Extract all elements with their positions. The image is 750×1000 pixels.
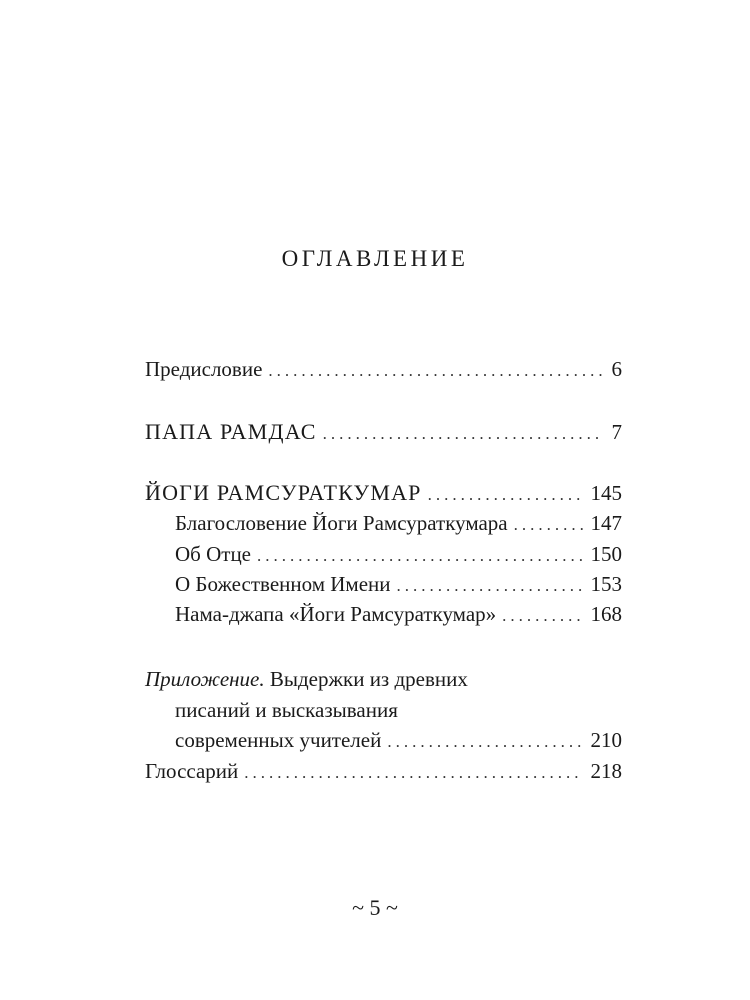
appendix-title-part3: современных учителей xyxy=(175,728,382,752)
toc-label: Благословение Йоги Рамсураткумара xyxy=(175,511,508,535)
toc-page-number: 218 xyxy=(590,759,622,783)
toc-page-number: 7 xyxy=(611,420,622,444)
toc-entry-papa-ramdas[interactable] xyxy=(145,417,622,449)
appendix-italic-label: Приложение. xyxy=(145,667,265,691)
page-title: ОГЛАВЛЕНИЕ xyxy=(281,246,469,271)
toc-page-number: 6 xyxy=(611,357,622,381)
toc-entry-appendix-line2 xyxy=(175,695,398,725)
toc-label: Глоссарий xyxy=(145,759,239,783)
toc-leader-dots xyxy=(514,510,583,540)
toc-entry-appendix-line3[interactable] xyxy=(175,725,622,757)
toc-label: Нама-джапа «Йоги Рамсураткумар» xyxy=(175,602,497,626)
toc-leader-dots xyxy=(502,601,582,631)
toc-label: ПАПА РАМДАС xyxy=(145,419,317,444)
toc-leader-dots xyxy=(428,480,583,510)
toc-leader-dots xyxy=(397,571,583,601)
appendix-title-part1: Выдержки из древних xyxy=(264,667,468,691)
toc-page-number: 153 xyxy=(590,572,622,596)
toc-entry-divine-name[interactable] xyxy=(175,569,622,601)
toc-leader-dots xyxy=(244,758,582,788)
toc-label: О Божественном Имени xyxy=(175,572,391,596)
toc-page-number: 168 xyxy=(590,602,622,626)
toc-leader-dots xyxy=(323,419,604,449)
toc-entry-about-father[interactable] xyxy=(175,539,622,571)
toc-page-number: 147 xyxy=(590,511,622,535)
toc-entry-yogi-ramsuratkumar[interactable] xyxy=(145,478,622,510)
toc-label: Об Отце xyxy=(175,542,252,566)
toc-leader-dots xyxy=(257,541,582,571)
toc-leader-dots xyxy=(268,356,603,386)
toc-label: ЙОГИ РАМСУРАТКУМАР xyxy=(145,480,422,505)
toc-entry-blessing[interactable] xyxy=(175,508,622,540)
appendix-title-part2: писаний и высказывания xyxy=(175,698,398,722)
toc-entry-foreword[interactable] xyxy=(145,354,622,386)
toc-label: Предисловие xyxy=(145,357,263,381)
toc-entry-appendix-line1[interactable] xyxy=(145,664,468,694)
toc-page-number: 145 xyxy=(590,481,622,505)
page-number-folio: ~ 5 ~ xyxy=(352,895,398,920)
toc-entry-nama-japa[interactable] xyxy=(175,599,622,631)
toc-page-number: 150 xyxy=(590,542,622,566)
toc-leader-dots xyxy=(387,727,582,757)
toc-page-number: 210 xyxy=(590,728,622,752)
toc-entry-glossary[interactable] xyxy=(145,756,622,788)
